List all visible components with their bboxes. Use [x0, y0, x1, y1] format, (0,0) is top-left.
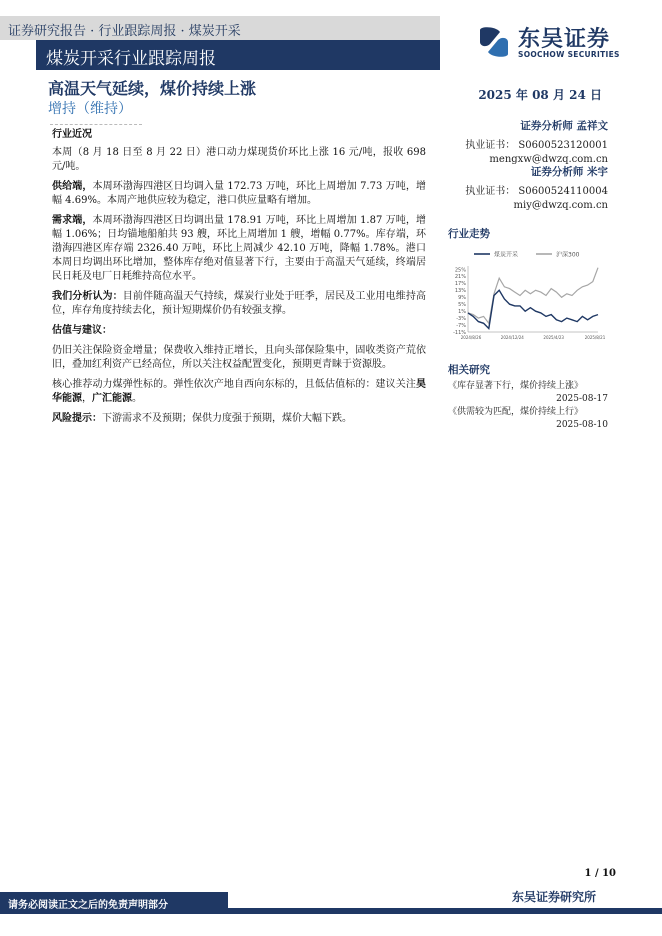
recommend-text: 核心推荐动力煤弹性标的。弹性依次产地自西向东标的，且低估值标的：建议关注: [52, 379, 416, 390]
analyst-block-2: [448, 164, 608, 211]
risk-text: 下游需求不及预期；保供力度强于预期，煤价大幅下跌。: [102, 413, 352, 424]
y-tick-label: 1%: [458, 308, 466, 315]
breadcrumb-band: [0, 16, 440, 40]
rating: 增持（维持）: [48, 101, 132, 117]
demand-label: 需求端，: [52, 215, 93, 226]
paragraph-supply: [52, 180, 426, 208]
trend-label: 行业走势: [448, 228, 490, 240]
risk-label: 风险提示：: [52, 413, 102, 424]
paragraph-view: [52, 290, 426, 318]
institute-name: 东吴证券研究所: [512, 890, 597, 904]
series-line-coal: [468, 290, 598, 328]
stock-name: 昊华能源: [52, 379, 426, 404]
stock-name: 广汇能源: [92, 393, 132, 404]
legend-label: 沪深300: [556, 251, 580, 259]
y-tick-label: 5%: [458, 302, 466, 309]
report-body: [52, 128, 426, 432]
analyst-email[interactable]: miy@dwzq.com.cn: [513, 200, 608, 211]
y-tick-label: 9%: [458, 295, 466, 302]
period: 。: [132, 393, 142, 404]
related-research-label: 相关研究: [448, 364, 490, 376]
series-line-hs300: [468, 268, 598, 324]
paragraph-demand: [52, 214, 426, 284]
disclaimer-band: [0, 892, 228, 914]
breadcrumb: 证券研究报告 · 行业跟踪周报 · 煤炭开采: [8, 24, 241, 39]
analyst-cert: 执业证书： S0600523120001: [465, 140, 608, 151]
y-tick-label: -11%: [453, 329, 466, 336]
legend-label: 煤炭开采: [494, 251, 519, 259]
paragraph-price: 本周（8 月 18 日至 8 月 22 日）港口动力煤现货价环比上涨 16 元/吨，报收 698 元/吨。: [52, 147, 426, 172]
paragraph-valuation: 仍旧关注保险资金增量；保费收入维持正增长，且向头部保险集中，固收类资产荒依旧，叠加红利资产已经高位，所以关注权益配置变化，预期更青睐于资源股。: [52, 345, 426, 370]
analyst-cert: 执业证书： S0600524110004: [465, 186, 608, 197]
demand-text: 本周环渤海四港区日均调出量 178.91 万吨，环比上周增加 1.87 万吨，增幅 1.06%；日均锚地船舶共 93 艘，环比上周增加 1 艘，增幅 0.77%。库存端，环渤海四港区库存端 2326.40 万吨，环比上周减少 42.10 万吨，降幅 1.78%。港口本周日均调出环比增加，整体库存绝对值显著下行，主要由于高温天气延续，终端居民日耗及电厂日耗维持高位水平。: [52, 215, 426, 282]
related-date: 2025-08-17: [556, 394, 608, 404]
x-tick-label: 2024/12/24: [500, 335, 524, 340]
industry-trend-chart: [448, 244, 614, 344]
x-tick-label: 2025/8/21: [584, 335, 606, 340]
analyst-name: 证券分析师 米宇: [530, 166, 608, 178]
report-type: 煤炭开采行业跟踪周报: [46, 49, 216, 69]
page-number: 1 / 10: [584, 868, 616, 879]
paragraph-risk: [52, 412, 426, 426]
y-tick-label: 21%: [454, 274, 466, 281]
view-label: 我们分析认为：: [52, 291, 123, 302]
section-heading: 估值与建议：: [52, 325, 112, 336]
paragraph-recommend: [52, 378, 426, 406]
section-heading: 行业近况: [52, 129, 92, 140]
y-tick-label: 13%: [454, 288, 466, 295]
divider: [50, 124, 142, 125]
y-tick-label: 17%: [454, 281, 466, 288]
related-title[interactable]: 《库存显著下行，煤价持续上涨》: [448, 381, 584, 391]
footer-bar: [228, 908, 662, 914]
x-tick-label: 2024/8/26: [460, 335, 482, 340]
analyst-block-1: [448, 118, 608, 165]
related-item[interactable]: [448, 378, 608, 404]
logo-text-cn: 东吴证券: [518, 27, 611, 52]
disclaimer-text: 请务必阅读正文之后的免责声明部分: [8, 900, 168, 911]
supply-label: 供给端，: [52, 181, 93, 192]
report-date: 2025 年 08 月 24 日: [478, 88, 602, 102]
view-text: 目前伴随高温天气持续，煤炭行业处于旺季，居民及工业用电维持高位，库存角度持续去化，预计短期煤价仍有较强支撑。: [52, 291, 427, 316]
y-tick-label: 25%: [454, 267, 466, 274]
x-tick-label: 2025/4/23: [543, 335, 564, 340]
related-item[interactable]: [448, 404, 608, 430]
company-logo: [476, 22, 646, 62]
logo-text-en: SOOCHOW SECURITIES: [518, 50, 620, 59]
supply-text: 本周环渤海四港区日均调入量 172.73 万吨，环比上周增加 7.73 万吨，增幅 4.69%。本周产地供应较为稳定，港口供应量略有增加。: [52, 181, 426, 206]
y-tick-label: -7%: [456, 322, 466, 329]
y-tick-label: -3%: [456, 315, 466, 322]
logo-mark-icon: [476, 24, 512, 60]
report-type-band: [36, 40, 440, 70]
related-title[interactable]: 《供需较为匹配，煤价持续上行》: [448, 407, 584, 417]
analyst-name: 证券分析师 孟祥文: [520, 120, 608, 132]
related-date: 2025-08-10: [556, 420, 608, 430]
analyst-email[interactable]: mengxw@dwzq.com.cn: [489, 154, 608, 165]
separator: ，: [82, 393, 92, 404]
page-title: 高温天气延续，煤价持续上涨: [48, 79, 257, 98]
